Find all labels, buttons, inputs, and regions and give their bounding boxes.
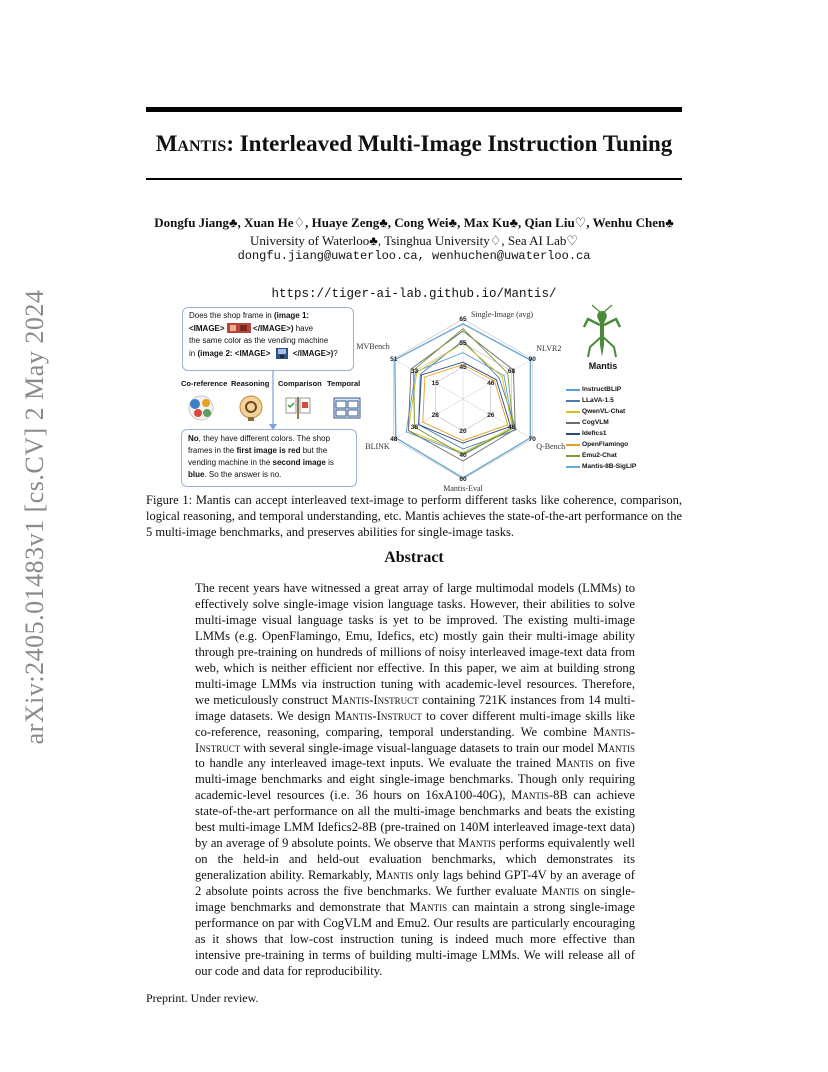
q-text-4: in: [189, 348, 198, 358]
legend-item-mantis-8b-siglip: [566, 461, 636, 472]
radar-axis-label-0: Single-Image (avg): [471, 310, 533, 319]
legend-swatch: [566, 389, 580, 391]
radar-tick-1-2: 46: [487, 380, 495, 387]
radar-axis-label-4: BLINK: [365, 442, 390, 451]
coreference-icon: [186, 393, 216, 423]
mantis-logo-icon: [580, 305, 624, 361]
a-text-6: vending machine in the: [188, 458, 273, 467]
legend-label: QwenVL-Chat: [582, 408, 626, 415]
radar-tick-5-2: 15: [431, 380, 439, 387]
radar-axis-label-5: MVBench: [356, 342, 390, 351]
legend-swatch: [566, 422, 580, 424]
legend-label: Emu2-Chat: [582, 452, 617, 459]
radar-spoke-4: [394, 399, 463, 439]
radar-tick-1-1: 68: [507, 368, 516, 375]
a-second-image: second image: [272, 458, 326, 467]
comparison-icon: [283, 393, 313, 423]
radar-tick-0-1: 55: [459, 340, 467, 347]
radar-chart: [356, 303, 575, 493]
radar-tick-2-0: 70: [528, 436, 536, 443]
a-text-3: frames in the: [188, 446, 237, 455]
a-text-8: is: [325, 458, 334, 467]
legend-item-instructblip: [566, 384, 636, 395]
a-text-5: but the: [300, 446, 328, 455]
q-end-tag-2: </IMAGE>): [292, 348, 334, 358]
legend-label: InstructBLIP: [582, 386, 622, 393]
abstract-heading: Abstract: [384, 549, 444, 566]
skill-label-comparison: Comparison: [278, 379, 322, 388]
figure-caption: Figure 1: Mantis can accept interleaved text-image to perform different tasks like coherence, comparison, logical reasoning, and temporal understanding, etc. Mantis achieves the state-of-the-art performance on the 5 multi-image benchmarks, and preserves abilities for single-image tasks.: [146, 493, 682, 539]
q-end-tag: </IMAGE>): [253, 323, 294, 333]
a-no: No: [188, 434, 199, 443]
arxiv-id: arXiv:2405.01483v1 [cs.CV] 2 May 2024: [20, 289, 49, 745]
radar-tick-4-1: 38: [410, 424, 419, 431]
answer-box: [181, 429, 357, 487]
radar-tick-4-0: 48: [390, 436, 398, 443]
a-first-image-red: first image is red: [236, 446, 301, 455]
radar-tick-0-2: 45: [459, 364, 467, 371]
temporal-icon: [332, 393, 362, 423]
legend-label: Mantis-8B-SigLIP: [582, 463, 637, 470]
radar-tick-3-0: 60: [459, 476, 467, 483]
legend-swatch: [566, 433, 580, 435]
radar-tick-1-0: 90: [528, 356, 536, 363]
legend-item-qwenvl-chat: [566, 406, 636, 417]
radar-tick-5-1: 33: [410, 368, 419, 375]
legend-label: LLaVA-1.5: [582, 397, 614, 404]
q-text-3: the same color as the vending machine: [189, 336, 329, 345]
radar-tick-2-1: 48: [507, 424, 516, 431]
vending-machine-image: [276, 348, 288, 359]
a-text-10: . So the answer is no.: [204, 470, 282, 479]
legend-swatch: [566, 411, 580, 413]
legend-swatch: [566, 466, 580, 468]
q-text-2: have: [293, 323, 314, 333]
reasoning-icon: [236, 393, 266, 423]
radar-tick-4-2: 28: [431, 412, 439, 419]
legend-item-cogvlm: [566, 417, 636, 428]
q-text-1: Does the shop frame in: [189, 311, 274, 320]
q-img2-label: (image 2: <IMAGE>: [197, 348, 271, 358]
footer-note: Preprint. Under review.: [146, 991, 259, 1005]
affiliations: University of Waterloo♣, Tsinghua University♢, Sea AI Lab♡: [250, 233, 578, 248]
radar-spoke-2: [463, 399, 532, 439]
project-url[interactable]: https://tiger-ai-lab.github.io/Mantis/: [271, 287, 557, 301]
radar-spoke-1: [463, 359, 532, 399]
skill-label-coreference: Co-reference: [181, 379, 228, 388]
radar-tick-0-0: 65: [459, 316, 467, 323]
legend-label: CogVLM: [582, 419, 609, 426]
a-blue: blue: [188, 470, 205, 479]
legend-item-emu2-chat: [566, 450, 636, 461]
arxiv-sidebar-stamp: [20, 282, 50, 752]
legend-item-idefics1: [566, 428, 636, 439]
radar-legend: [566, 384, 636, 472]
legend-swatch: [566, 455, 580, 457]
radar-series-emu2-chat: [410, 329, 513, 455]
radar-axis-label-3: Mantis-Eval: [443, 484, 483, 493]
legend-label: OpenFlamingo: [582, 441, 629, 448]
authors: Dongfu Jiang♣, Xuan He♢, Huaye Zeng♣, Cong Wei♣, Max Ku♣, Qian Liu♡, Wenhu Chen♣: [154, 215, 674, 230]
legend-label: Idefics1: [582, 430, 607, 437]
abstract-body: The recent years have witnessed a great array of large multimodal models (LMMs) to effectively solve single-image vision language tasks. However, their abilities to solve multi-image visual language tasks is yet to be improved. The existing multi-image LMMs (e.g. OpenFlamingo, Emu, Idefics, etc) mostly gain their multi-image ability through pre-training on hundreds of millions of noisy interleaved image-text data from web, which is neither efficient nor effective. In this paper, we aim at building strong multi-image LMMs via instruction tuning with academic-level resources. Therefore, we meticulously construct Mantis-Instruct containing 721K instances from 14 multi-image datasets. We design Mantis-Instruct to cover different multi-image skills like co-reference, reasoning, comparing, temporal understanding. We combine Mantis-Instruct with several single-image visual-language datasets to train our model Mantis to handle any interleaved image-text inputs. We evaluate the trained Mantis on five multi-image benchmarks and eight single-image benchmarks. Though only requiring academic-level resources (i.e. 36 hours on 16xA100-40G), Mantis-8B can achieve state-of-the-art performance on all the multi-image benchmarks and beats the existing best multi-image LMM Idefics2-8B (pre-trained on 140M interleaved image-text data) by an average of 9 absolute points. We observe that Mantis performs equivalently well on the held-in and held-out evaluation benchmarks, which demonstrates its generalization ability. Remarkably, Mantis only lags behind GPT-4V by an average of 2 absolute points across the five benchmarks. We further evaluate Mantis on single-image benchmarks and demonstrate that Mantis can maintain a strong single-image performance on par with CogVLM and Emu2. Our results are particularly encouraging as it shows that low-cost instruction tuning is indeed much more effective than intensive pre-training in terms of building multi-image LMMs. We will release all of our code and data for reproducibility.: [195, 581, 635, 978]
radar-axis-label-1: NLVR2: [536, 344, 562, 353]
radar-tick-3-2: 20: [459, 428, 467, 435]
top-rule: [146, 107, 682, 112]
q-img1-label: (image 1:: [273, 311, 310, 320]
radar-tick-3-1: 40: [459, 452, 467, 459]
skill-label-reasoning: Reasoning: [231, 379, 270, 388]
q-image-tag: <IMAGE>: [189, 323, 225, 333]
emails[interactable]: dongfu.jiang@uwaterloo.ca, wenhuchen@uwaterloo.ca: [237, 249, 591, 263]
radar-axis-label-2: Q-Bench: [536, 442, 566, 451]
radar-labels: [356, 310, 565, 493]
shop-frame-image: [227, 323, 251, 333]
radar-tick-5-0: 51: [390, 356, 398, 363]
title-model-name: Mantis: [155, 131, 227, 156]
legend-item-openflamingo: [566, 439, 636, 450]
question-box: [182, 307, 354, 371]
a-text-2: , they have different colors. The shop: [198, 434, 331, 443]
mantis-logo-label: Mantis: [588, 361, 618, 371]
radar-tick-2-2: 26: [487, 412, 495, 419]
legend-swatch: [566, 444, 580, 446]
q-text-5: ?: [333, 348, 338, 358]
legend-item-llava-1-5: [566, 395, 636, 406]
title-rule: [146, 178, 682, 180]
title-rest: : Interleaved Multi-Image Instruction Tuning: [226, 131, 673, 156]
paper-title: [146, 131, 682, 157]
skill-label-temporal: Temporal: [327, 379, 361, 388]
legend-swatch: [566, 400, 580, 402]
